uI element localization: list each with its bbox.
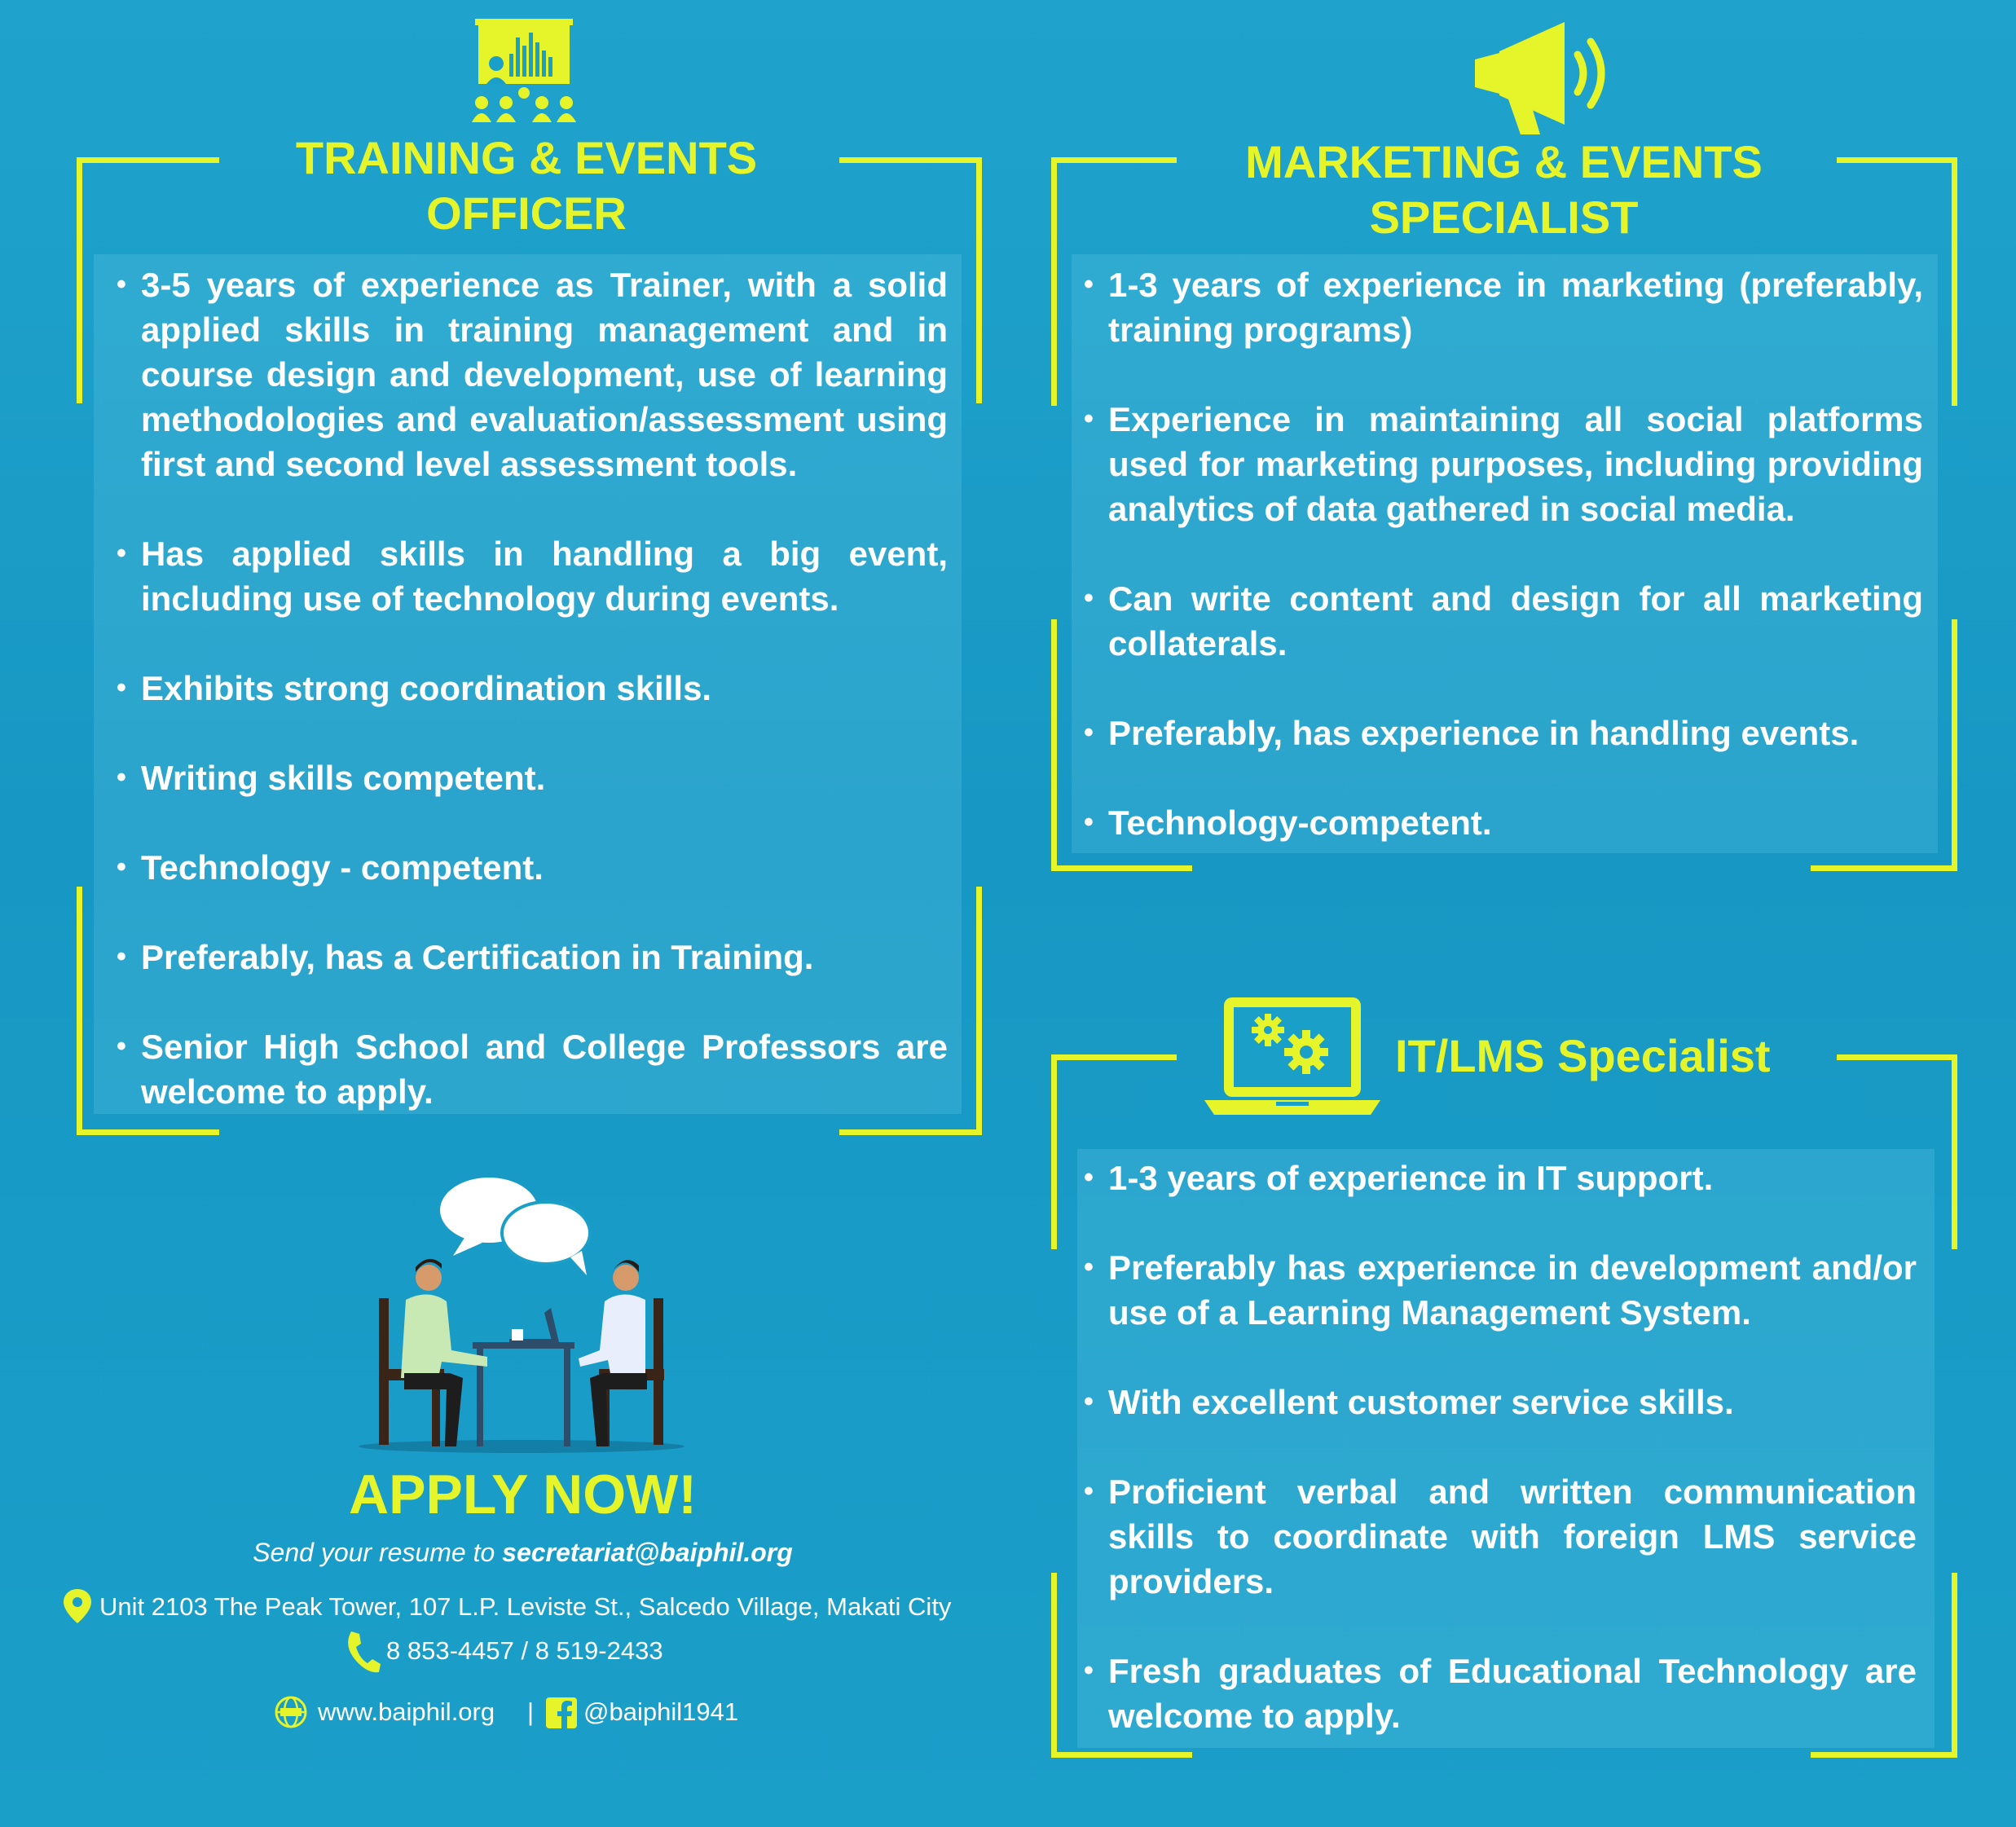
apply-now-heading: APPLY NOW! — [349, 1464, 697, 1525]
list-item: • Has applied skills in handling a big event, including use of technology during events. — [117, 531, 948, 621]
laptop-gears-icon — [1204, 994, 1380, 1116]
send-resume-text — [0, 1538, 1045, 1568]
megaphone-icon — [1467, 12, 1613, 134]
list-item: • 1-3 years of experience in marketing (preferably, training programs) — [1084, 262, 1923, 352]
training-requirements-list — [117, 262, 948, 1114]
presentation-icon — [469, 15, 583, 129]
facebook-handle[interactable]: @baiphil1941 — [583, 1697, 739, 1726]
list-item: • Technology - competent. — [117, 845, 948, 890]
list-item: • Fresh graduates of Educational Technology are welcome to apply. — [1084, 1649, 1917, 1738]
list-item: • Preferably, has experience in handling events. — [1084, 711, 1923, 755]
list-item: • Exhibits strong coordination skills. — [117, 666, 948, 711]
marketing-title — [1171, 134, 1837, 245]
globe-icon — [274, 1695, 308, 1729]
it-requirements-list — [1084, 1156, 1917, 1738]
location-pin-icon — [64, 1589, 91, 1623]
training-title-line2: OFFICER — [426, 187, 627, 239]
list-item: • Preferably has experience in development and/or use of a Learning Management System. — [1084, 1245, 1917, 1335]
training-title-line1: TRAINING & EVENTS — [295, 132, 758, 183]
marketing-requirements-list — [1084, 262, 1923, 845]
phone-icon — [346, 1630, 381, 1674]
list-item: • With excellent customer service skills. — [1084, 1380, 1917, 1424]
phone-text: 8 853-4457 / 8 519-2433 — [386, 1636, 663, 1665]
contact-separator: | — [527, 1697, 535, 1726]
email-link[interactable]: secretariat@baiphil.org — [502, 1538, 793, 1567]
marketing-title-line2: SPECIALIST — [1369, 192, 1639, 243]
list-item: • 3-5 years of experience as Trainer, with a solid applied skills in training management and in course design and development, use of learning methodologies and evaluation/assessment using first and second level assessment tools. — [117, 262, 948, 486]
list-item: • 1-3 years of experience in IT support. — [1084, 1156, 1917, 1200]
facebook-icon[interactable] — [546, 1697, 577, 1728]
marketing-title-line1: MARKETING & EVENTS — [1245, 136, 1763, 187]
website-link[interactable]: www.baiphil.org — [318, 1697, 495, 1726]
list-item: • Writing skills competent. — [117, 755, 948, 800]
list-item: • Can write content and design for all marketing collaterals. — [1084, 576, 1923, 666]
training-title — [213, 130, 839, 241]
list-item: • Experience in maintaining all social platforms used for marketing purposes, including providing analytics of data gathered in social media. — [1084, 397, 1923, 531]
list-item: • Proficient verbal and written communication skills to coordinate with foreign LMS service providers. — [1084, 1469, 1917, 1604]
address-text: Unit 2103 The Peak Tower, 107 L.P. Leviste St., Salcedo Village, Makati City — [99, 1592, 952, 1621]
it-title: IT/LMS Specialist — [1395, 1030, 1771, 1081]
list-item: • Technology-competent. — [1084, 800, 1923, 845]
list-item: • Preferably, has a Certification in Training. — [117, 935, 948, 980]
interview-illustration — [350, 1169, 693, 1459]
list-item: • Senior High School and College Professors are welcome to apply. — [117, 1024, 948, 1114]
send-resume-prefix: Send your resume to — [253, 1538, 503, 1567]
